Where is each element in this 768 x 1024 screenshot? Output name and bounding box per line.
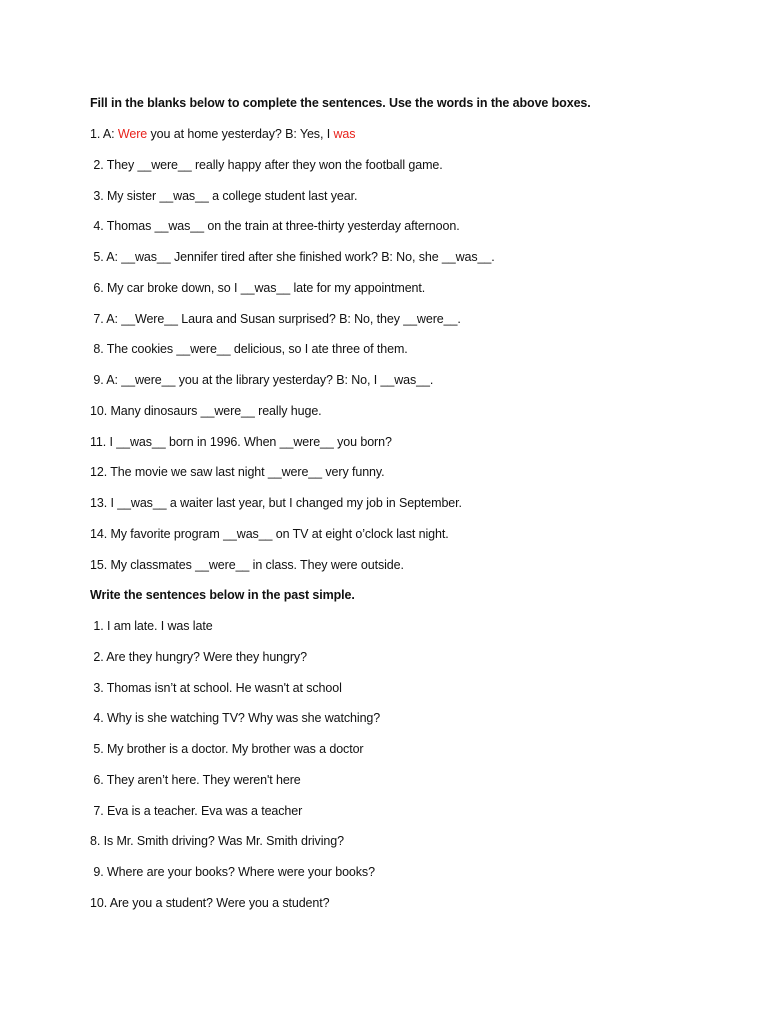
section1-heading: Fill in the blanks below to complete the sentences. Use the words in the above boxes. — [90, 96, 591, 110]
exercise2-item-5: 5. My brother is a doctor. My brother was a doctor — [90, 742, 364, 756]
exercise1-item-9: 9. A: __were__ you at the library yesterday? B: No, I __was__. — [90, 373, 434, 387]
exercise2-item-9: 9. Where are your books? Where were your books? — [90, 865, 375, 879]
exercise2-item-3: 3. Thomas isn’t at school. He wasn't at school — [90, 681, 342, 695]
exercise2-item-10: 10. Are you a student? Were you a student? — [90, 896, 330, 910]
example-answer-was: was — [333, 127, 356, 141]
exercise1-item-14: 14. My favorite program __was__ on TV at eight o’clock last night. — [90, 527, 449, 541]
exercise2-item-7: 7. Eva is a teacher. Eva was a teacher — [90, 804, 303, 818]
exercise2-item-2: 2. Are they hungry? Were they hungry? — [90, 650, 307, 664]
exercise1-item-2: 2. They __were__ really happy after they won the football game. — [90, 158, 443, 172]
example-answer-were: Were — [117, 127, 148, 141]
exercise2-item-1: 1. I am late. I was late — [90, 619, 213, 633]
exercise1-item-10: 10. Many dinosaurs __were__ really huge. — [90, 404, 322, 418]
exercise1-item-7: 7. A: __Were__ Laura and Susan surprised? B: No, they __were__. — [90, 312, 461, 326]
example-item — [90, 126, 355, 142]
exercise2-item-6: 6. They aren’t here. They weren't here — [90, 773, 301, 787]
example-middle: you at home yesterday? B: Yes, I — [147, 127, 334, 141]
exercise1-item-6: 6. My car broke down, so I __was__ late for my appointment. — [90, 281, 426, 295]
exercise1-item-11: 11. I __was__ born in 1996. When __were__ you born? — [90, 435, 392, 449]
exercise1-item-5: 5. A: __was__ Jennifer tired after she finished work? B: No, she __was__. — [90, 250, 495, 264]
exercise1-item-8: 8. The cookies __were__ delicious, so I ate three of them. — [90, 342, 408, 356]
exercise1-item-15: 15. My classmates __were__ in class. They were outside. — [90, 558, 404, 572]
exercise1-item-12: 12. The movie we saw last night __were__ very funny. — [90, 465, 385, 479]
section2-heading: Write the sentences below in the past simple. — [90, 588, 355, 602]
example-prefix: 1. A: — [90, 127, 118, 141]
exercise2-item-8: 8. Is Mr. Smith driving? Was Mr. Smith driving? — [90, 834, 344, 848]
exercise1-item-4: 4. Thomas __was__ on the train at three-thirty yesterday afternoon. — [90, 219, 460, 233]
exercise1-item-3: 3. My sister __was__ a college student last year. — [90, 189, 358, 203]
exercise1-item-13: 13. I __was__ a waiter last year, but I changed my job in September. — [90, 496, 462, 510]
exercise2-item-4: 4. Why is she watching TV? Why was she watching? — [90, 711, 381, 725]
